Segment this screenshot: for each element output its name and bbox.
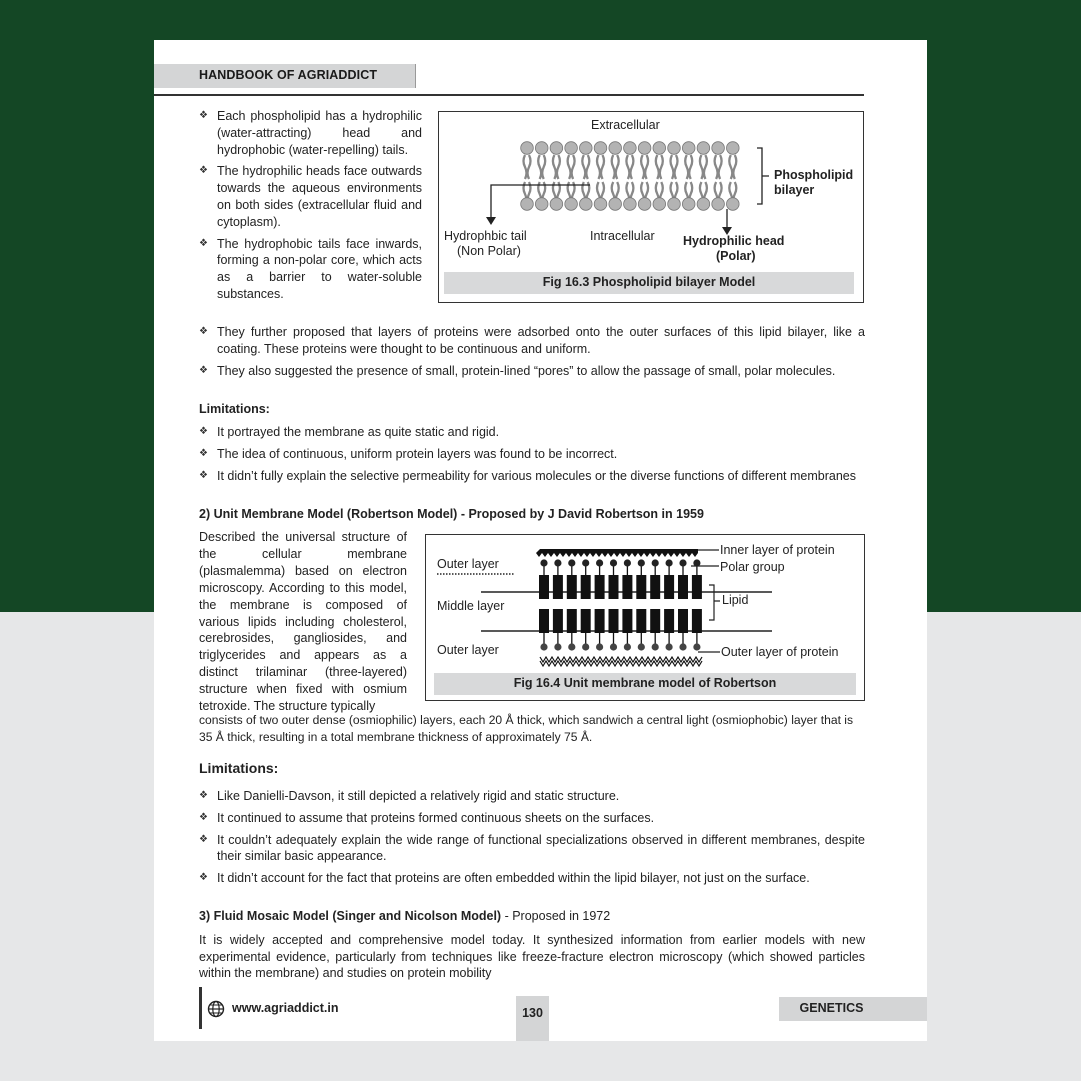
page-number: 130	[522, 1006, 543, 1020]
limitations-list	[199, 424, 865, 489]
label-bilayer: bilayer	[774, 183, 815, 197]
bullet-item: ❖ The hydrophobic tails face inwards, forming a non-polar core, which acts as a barrier to water-soluble substances.	[199, 236, 422, 303]
section3-paragraph: It is widely accepted and comprehensive model today. It synthesized information from earlier models with new experimental evidence, particularly from techniques like freeze-fracture electron microscopy (which showed particles within the membrane) and studies on protein mobility	[199, 933, 865, 981]
intro-bullet-list	[199, 108, 422, 308]
bullet-item: ❖ It didn’t account for the fact that proteins are often embedded within the lipid bilayer, not just on the surface.	[199, 870, 865, 887]
section-heading	[199, 909, 610, 923]
globe-icon	[207, 1000, 225, 1018]
lipid-bracket	[709, 585, 720, 620]
section-title: 2) Unit Membrane Model (Robertson Model)	[199, 507, 458, 521]
section-heading	[199, 507, 704, 521]
figure-caption: Fig 16.4 Unit membrane model of Robertson	[434, 673, 856, 695]
limitations-list	[199, 788, 865, 892]
bullet-item: ❖ The idea of continuous, uniform protein layers was found to be incorrect.	[199, 446, 865, 463]
limitations-heading: Limitations:	[199, 402, 270, 416]
label-hydrophilic-head: Hydrophilic head	[683, 234, 785, 248]
page	[154, 40, 927, 1041]
label-intracellular: Intracellular	[590, 229, 655, 243]
label-outer-layer-bottom: Outer layer	[437, 643, 499, 657]
section-label: GENETICS	[799, 1001, 864, 1015]
bullet-item: ❖ It didn’t fully explain the selective permeability for various molecules or the diverse functions of different membranes	[199, 468, 865, 485]
label-lipid: Lipid	[722, 593, 749, 607]
label-middle-layer: Middle layer	[437, 599, 505, 613]
label-inner-protein: Inner layer of protein	[720, 543, 835, 557]
label-outer-protein: Outer layer of protein	[721, 645, 839, 659]
section2-paragraph-full: consists of two outer dense (osmiophilic) layers, each 20 Å thick, which sandwich a central light (osmiophobic) layer that is 35 Å thick, resulting in a total membrane thickness of approximately 75 Å.	[199, 713, 854, 744]
figure-phospholipid-bilayer	[438, 111, 864, 303]
bilayer-bracket	[757, 148, 769, 204]
limitations-heading: Limitations:	[199, 760, 279, 776]
header-title: HANDBOOK OF AGRIADDICT	[199, 68, 378, 82]
label-polar-group: Polar group	[720, 560, 785, 574]
section-title: 3) Fluid Mosaic Model (Singer and Nicolson Model)	[199, 909, 502, 923]
label-polar: (Polar)	[716, 249, 756, 263]
bullet-item: ❖ It couldn’t adequately explain the wide range of functional specializations observed in different membranes, despite their similar basic appearance.	[199, 832, 865, 866]
section-subtitle: - Proposed in 1972	[501, 909, 611, 923]
section-subtitle: - Proposed by J David Robertson in 1959	[457, 507, 704, 521]
label-phospholipid: Phospholipid	[774, 168, 854, 182]
wide-bullet-list	[199, 324, 865, 384]
bullet-item: ❖ Each phospholipid has a hydrophilic (water-attracting) head and hydrophobic (water-repelling) tails.	[199, 108, 422, 158]
bullet-item: ❖ They also suggested the presence of small, protein-lined “pores” to allow the passage of small, polar molecules.	[199, 363, 865, 380]
footer-url-link[interactable]: www.agriaddict.in	[232, 1001, 339, 1015]
label-outer-layer-top: Outer layer	[437, 557, 499, 571]
figure-unit-membrane	[425, 534, 865, 701]
label-extracellular: Extracellular	[591, 118, 660, 132]
section2-paragraph-left: Described the universal structure of the cellular membrane (plasmalemma) based on electron microscopy. According to this model, the membrane is composed of various lipids including cholesterol, cerebrosides, gangliosides, and triglycerides and appears as a distinct trilaminar (three-layered) structure when fixed with osmium tetroxide. The structure typically	[199, 530, 407, 714]
label-non-polar: (Non Polar)	[457, 244, 521, 258]
footer-bar	[199, 987, 202, 1029]
bullet-item: ❖ The hydrophilic heads face outwards towards the aqueous environments on both sides (extracellular fluid and cytoplasm).	[199, 163, 422, 230]
bullet-item: ❖ Like Danielli-Davson, it still depicted a relatively rigid and static structure.	[199, 788, 865, 805]
figure-caption: Fig 16.3 Phospholipid bilayer Model	[444, 272, 854, 294]
bullet-item: ❖ It portrayed the membrane as quite static and rigid.	[199, 424, 865, 441]
label-hydrophobic-tail: Hydrophbic tail	[444, 229, 527, 243]
bullet-item: ❖ They further proposed that layers of proteins were adsorbed onto the outer surfaces of this lipid bilayer, like a coating. These proteins were thought to be continuous and uniform.	[199, 324, 865, 358]
header-rule	[154, 94, 864, 96]
phospholipid-bilayer-drawing	[521, 142, 739, 211]
tail-arrow-head	[486, 217, 496, 225]
bullet-item: ❖ It continued to assume that proteins formed continuous sheets on the surfaces.	[199, 810, 865, 827]
